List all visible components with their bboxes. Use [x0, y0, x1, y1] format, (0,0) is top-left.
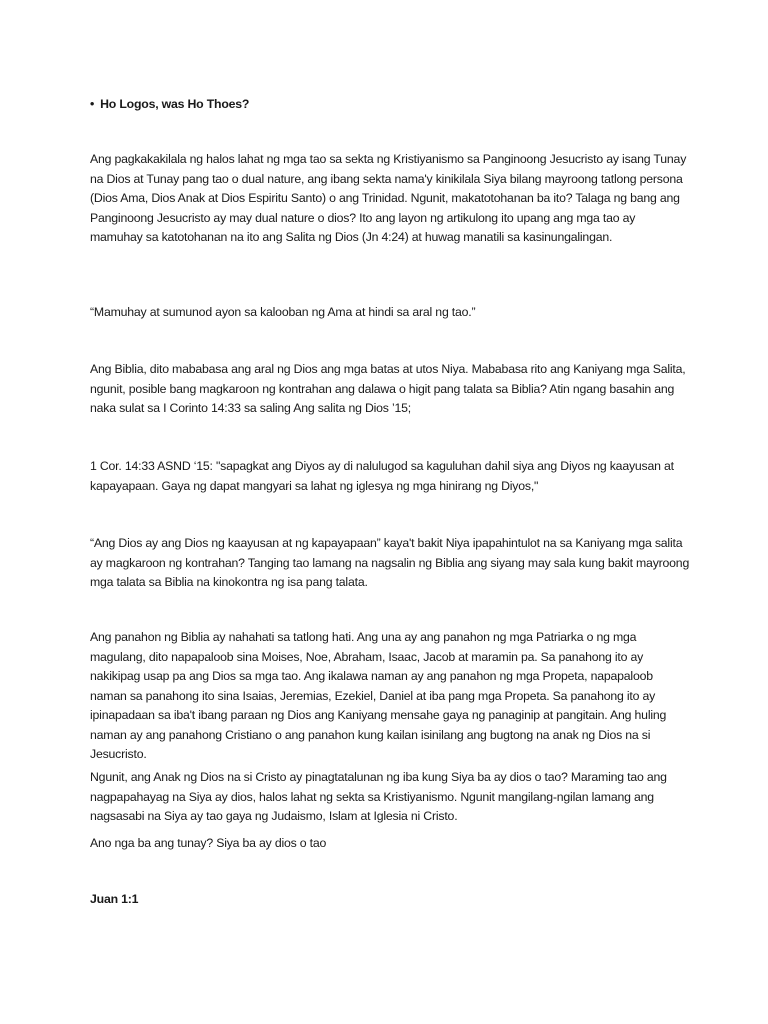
paragraph-quote: “Mamuhay at sumunod ayon sa kalooban ng Ama at hindi sa aral ng tao.” — [90, 305, 476, 319]
verse-reference: Juan 1:1 — [90, 892, 139, 906]
paragraph-kaayusan: “Ang Dios ay ang Dios ng kaayusan at ng kapayapaan” kaya't bakit Niya ipapahintulot na sa Kaniyang mga salita ay magkaroon ng kontrahan? Tanging tao lamang na nagsalin ng Biblia ang siyang may sala kung bakit mayroong mga talata sa Biblia na kinokontra ng isa pang talata. — [90, 536, 690, 589]
bullet-icon: • — [90, 97, 95, 111]
paragraph-verse-1cor: 1 Cor. 14:33 ASND ‘15: "sapagkat ang Diyos ay di nalulugod sa kaguluhan dahil siya ang Diyos ng kaayusan at kapayapaan. Gaya ng dapat mangyari sa lahat ng iglesya ng mga hinirang ng Diyos," — [90, 459, 674, 493]
bullet-heading — [90, 95, 690, 115]
paragraph-biblia: Ang Biblia, dito mababasa ang aral ng Dios ang mga batas at utos Niya. Mababasa rito ang Kaniyang mga Salita, ngunit, posible bang magkaroon ng kontrahan ang dalawa o higit pang talata sa Biblia? Atin ngang basahin ang naka sulat sa I Corinto 14:33 sa saling Ang salita ng Dios ’15; — [90, 362, 686, 415]
paragraph-intro: Ang pagkakakilala ng halos lahat ng mga tao sa sekta ng Kristiyanismo sa Panginoong Jesucristo ay isang Tunay na Dios at Tunay pang tao o dual nature, ang ibang sekta nama'y kinikilala Siya bilang mayroong tatlong persona (Dios Ama, Dios Anak at Dios Espiritu Santo) o ang Trinidad. Ngunit, makatotohanan ba ito? Talaga ng bang ang Panginoong Jesucristo ay may dual nature o dios? Ito ang layon ng artikulong ito upang ang mga tao ay mamuhay sa katotohanan na ito ang Salita ng Dios (Jn 4:24) at huwag manatili sa kasinungalingan. — [90, 152, 687, 244]
paragraph-panahon: Ang panahon ng Biblia ay nahahati sa tatlong hati. Ang una ay ang panahon ng mga Patriarka o ng mga magulang, dito napapaloob sina Moises, Noe, Abraham, Isaac, Jacob at maramin pa. Sa panahong ito ay nakikipag usap pa ang Dios sa mga tao. Ang ikalawa naman ay ang panahon ng mga Propeta, napapaloob naman sa panahong ito sina Isaias, Jeremias, Ezekiel, Daniel at iba pang mga Propeta. Sa panahong ito ay ipinapadaan sa iba't ibang paraan ng Dios ang Kaniyang mensahe gaya ng panaginip at pangitain. Ang huling naman ay ang panahong Cristiano o ang panahon kung kailan isinilang ang bugtong na anak ng Dios na si Jesucristo. — [90, 630, 667, 761]
heading-text: Ho Logos, was Ho Thoes? — [100, 97, 250, 111]
paragraph-tanong: Ano nga ba ang tunay? Siya ba ay dios o tao — [90, 836, 327, 850]
paragraph-anak: Ngunit, ang Anak ng Dios na si Cristo ay pinagtatalunan ng iba kung Siya ba ay dios o tao? Maraming tao ang nagpapahayag na Siya ay dios, halos lahat ng sekta sa Kristiyanismo. Ngunit mangilang-ngilan lamang ang nagsasabi na Siya ay tao gaya ng Judaismo, Islam at Iglesia ni Cristo. — [90, 770, 667, 823]
